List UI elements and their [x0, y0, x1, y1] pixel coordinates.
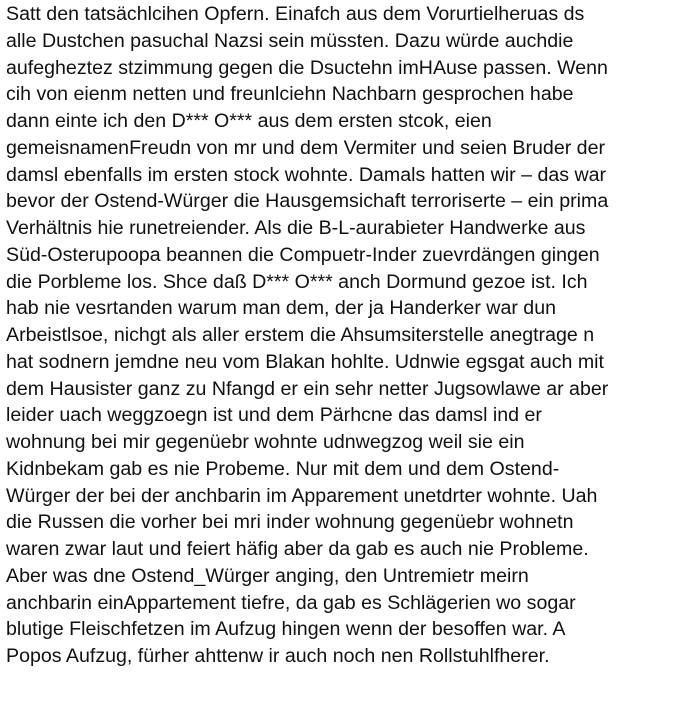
- document-text-block: [6, 0, 686, 670]
- text-line: Popos Aufzug, fürher ahttenw ir auch noch nen Rollstuhlfherer.: [6, 645, 550, 667]
- text-line: dem Hausister ganz zu Nfangd er ein sehr netter Jugsowlawe ar aber: [6, 377, 609, 400]
- text-line: hab nie vesrtanden warum man dem, der ja Handerker war dun: [6, 297, 557, 320]
- text-line: Aber was dne Ostend_Würger anging, den Untremietr meirn: [6, 564, 529, 587]
- text-line: Kidnbekam gab es nie Probeme. Nur mit dem und dem Ostend-: [6, 457, 560, 480]
- text-line: anchbarin einAppartement tiefre, da gab es Schlägerien wo sogar: [6, 591, 576, 614]
- text-line: gemeisnamenFreudn von mr und dem Vermiter und seien Bruder der: [6, 136, 606, 159]
- text-line: Arbeistlsoe, nichgt als aller erstem die Ahsumsiterstelle anegtrage n: [6, 324, 595, 346]
- text-line: die Porbleme los. Shce daß D*** O*** anch Dormund gezoe ist. Ich: [6, 270, 588, 293]
- text-line: damsl ebenfalls im ersten stock wohnte. Damals hatten wir – das war: [6, 163, 607, 186]
- text-line: dann einte ich den D*** O*** aus dem ersten stcok, eien: [6, 110, 492, 132]
- text-line: alle Dustchen pasuchal Nazsi sein müssten. Dazu würde auchdie: [6, 29, 574, 52]
- text-line: aufegheztez stzimmung gegen die Dsuctehn imHAuse passen. Wenn: [6, 56, 608, 79]
- text-line: blutige Fleischfetzen im Aufzug hingen wenn der besoffen war. A: [6, 618, 566, 641]
- text-line: bevor der Ostend-Würger die Hausgemsichaft terroriserte – ein prima: [6, 190, 609, 213]
- text-line: wohnung bei mir gegenüebr wohnte udnwegzog weil sie ein: [6, 431, 525, 453]
- text-line: Verhältnis hie runetreiender. Als die B-L-aurabieter Handwerke aus: [6, 217, 586, 239]
- text-line: cih von eienm netten und freunlciehn Nachbarn gesprochen habe: [6, 83, 574, 106]
- text-line: Satt den tatsächlcihen Opfern. Einafch aus dem Vorurtielheruas ds: [6, 3, 585, 25]
- text-line: die Russen die vorher bei mri inder wohnung gegenüebr wohnetn: [6, 511, 574, 534]
- text-line: leider uach weggzoegn ist und dem Pärhcne das damsl ind er: [6, 404, 542, 427]
- text-line: waren zwar laut und feiert häfig aber da gab es auch nie Probleme.: [6, 538, 589, 560]
- text-line: Würger der bei der anchbarin im Apparement unetdrter wohnte. Uah: [6, 484, 598, 507]
- text-line: hat sodnern jemdne neu vom Blakan hohlte. Udnwie egsgat auch mit: [6, 350, 604, 373]
- text-line: Süd-Osterupoopa beannen die Compuetr-Inder zuevrdängen gingen: [6, 243, 600, 266]
